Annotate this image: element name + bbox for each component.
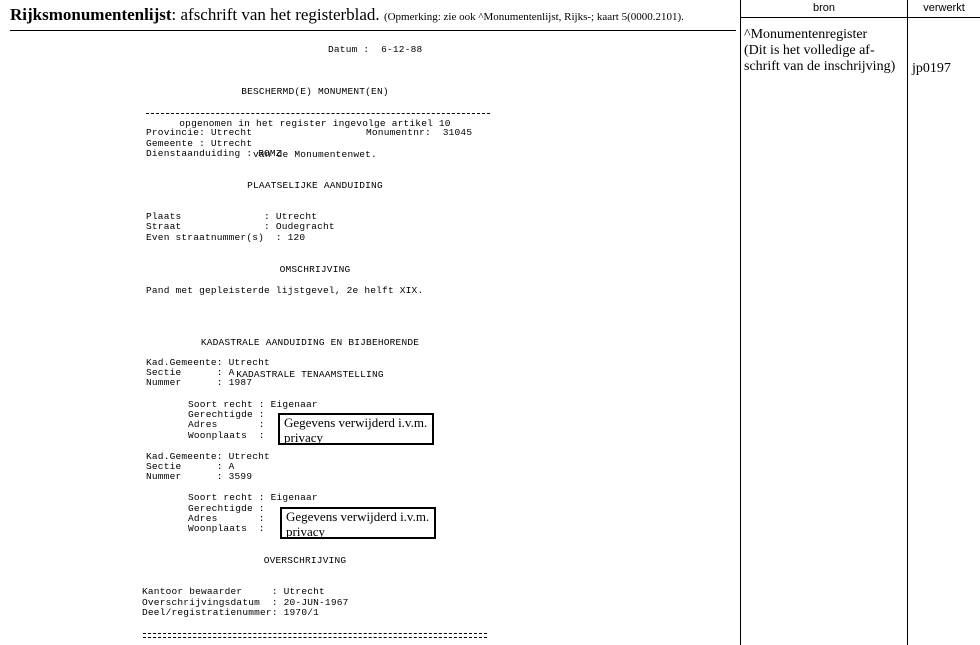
title-rest: : afschrift van het registerblad.: [171, 5, 380, 24]
overschrijvingsdatum-line: Overschrijvingsdatum : 20-JUN-1967: [142, 597, 349, 608]
column-divider-verwerkt: [907, 0, 908, 645]
column-divider-bron: [740, 0, 741, 645]
parcel1-soort: Soort recht : Eigenaar: [188, 399, 318, 410]
dienst-line: Dienstaanduiding : ROMZ: [146, 148, 282, 159]
parcel1-gemeente: Kad.Gemeente: Utrecht: [146, 357, 270, 368]
plaatselijke-title: PLAATSELIJKE AANDUIDING: [247, 180, 383, 191]
parcel2-sectie: Sectie : A: [146, 461, 235, 472]
separator-dashed: [146, 113, 490, 114]
omschrijving-text: Pand met gepleisterde lijstgevel, 2e helft XIX.: [146, 285, 424, 296]
bron-line: (Dit is het volledige af-: [744, 43, 875, 58]
privacy-redaction-box: [278, 413, 434, 445]
parcel1-nummer: Nummer : 1987: [146, 377, 253, 388]
kadastrale-title-line: KADASTRALE AANDUIDING EN BIJBEHORENDE: [200, 337, 420, 348]
parcel2-gerechtigde: Gerechtigde :: [188, 503, 265, 514]
parcel2-soort: Soort recht : Eigenaar: [188, 492, 318, 503]
verwerkt-column-header: verwerkt: [923, 2, 965, 14]
parcel2-gemeente: Kad.Gemeente: Utrecht: [146, 451, 270, 462]
heading-line: van de Monumentenwet.: [253, 149, 377, 160]
bron-line: schrift van de inschrijving): [744, 59, 896, 74]
overschrijving-title: OVERSCHRIJVING: [263, 555, 347, 566]
bron-line: ^Monumentenregister: [744, 27, 868, 42]
bron-entry: [744, 27, 904, 75]
bron-column-header: bron: [812, 2, 836, 14]
heading-line: opgenomen in het register ingevolge artikel 10: [179, 117, 451, 129]
omschrijving-title: OMSCHRIJVING: [279, 264, 351, 275]
monumentnr-line: Monumentnr: 31045: [366, 127, 473, 138]
parcel2-woonplaats: Woonplaats :: [188, 523, 265, 534]
separator-double-dashed: [143, 633, 487, 638]
parcel1-woonplaats: Woonplaats :: [188, 430, 265, 441]
kantoor-line: Kantoor bewaarder : Utrecht: [142, 586, 325, 597]
header-rule: [10, 30, 736, 31]
title-note: (Opmerking: zie ook ^Monumentenlijst, Rijks-; kaart 5(0000.2101).: [383, 11, 684, 23]
privacy-redaction-box: [280, 507, 436, 539]
verwerkt-entry: jp0197: [912, 61, 951, 76]
document-date: Datum : 6-12-88: [328, 44, 423, 55]
heading-line: BESCHERMD(E) MONUMENT(EN): [241, 86, 389, 97]
privacy-text: Gegevens verwijderd i.v.m.: [284, 415, 428, 430]
privacy-text: Gegevens verwijderd i.v.m.: [286, 509, 430, 524]
page-title: [10, 5, 684, 25]
privacy-text: privacy: [286, 523, 325, 539]
parcel1-sectie: Sectie : A: [146, 367, 235, 378]
parcel1-adres: Adres :: [188, 419, 265, 430]
title-bold: Rijksmonumentenlijst: [10, 5, 172, 24]
parcel1-gerechtigde: Gerechtigde :: [188, 409, 265, 420]
plaats-line: Plaats : Utrecht: [146, 211, 318, 222]
gemeente-line: Gemeente : Utrecht: [146, 138, 253, 149]
column-header-rule: [740, 17, 980, 18]
parcel2-nummer: Nummer : 3599: [146, 471, 253, 482]
even-line: Even straatnummer(s) : 120: [146, 232, 306, 243]
provincie-line: Provincie: Utrecht: [146, 127, 253, 138]
privacy-text: privacy: [284, 429, 323, 445]
straat-line: Straat : Oudegracht: [146, 221, 335, 232]
deel-line: Deel/registratienummer: 1970/1: [142, 607, 320, 618]
kadastrale-title-line: KADASTRALE TENAAMSTELLING: [236, 368, 384, 380]
parcel2-adres: Adres :: [188, 513, 265, 524]
